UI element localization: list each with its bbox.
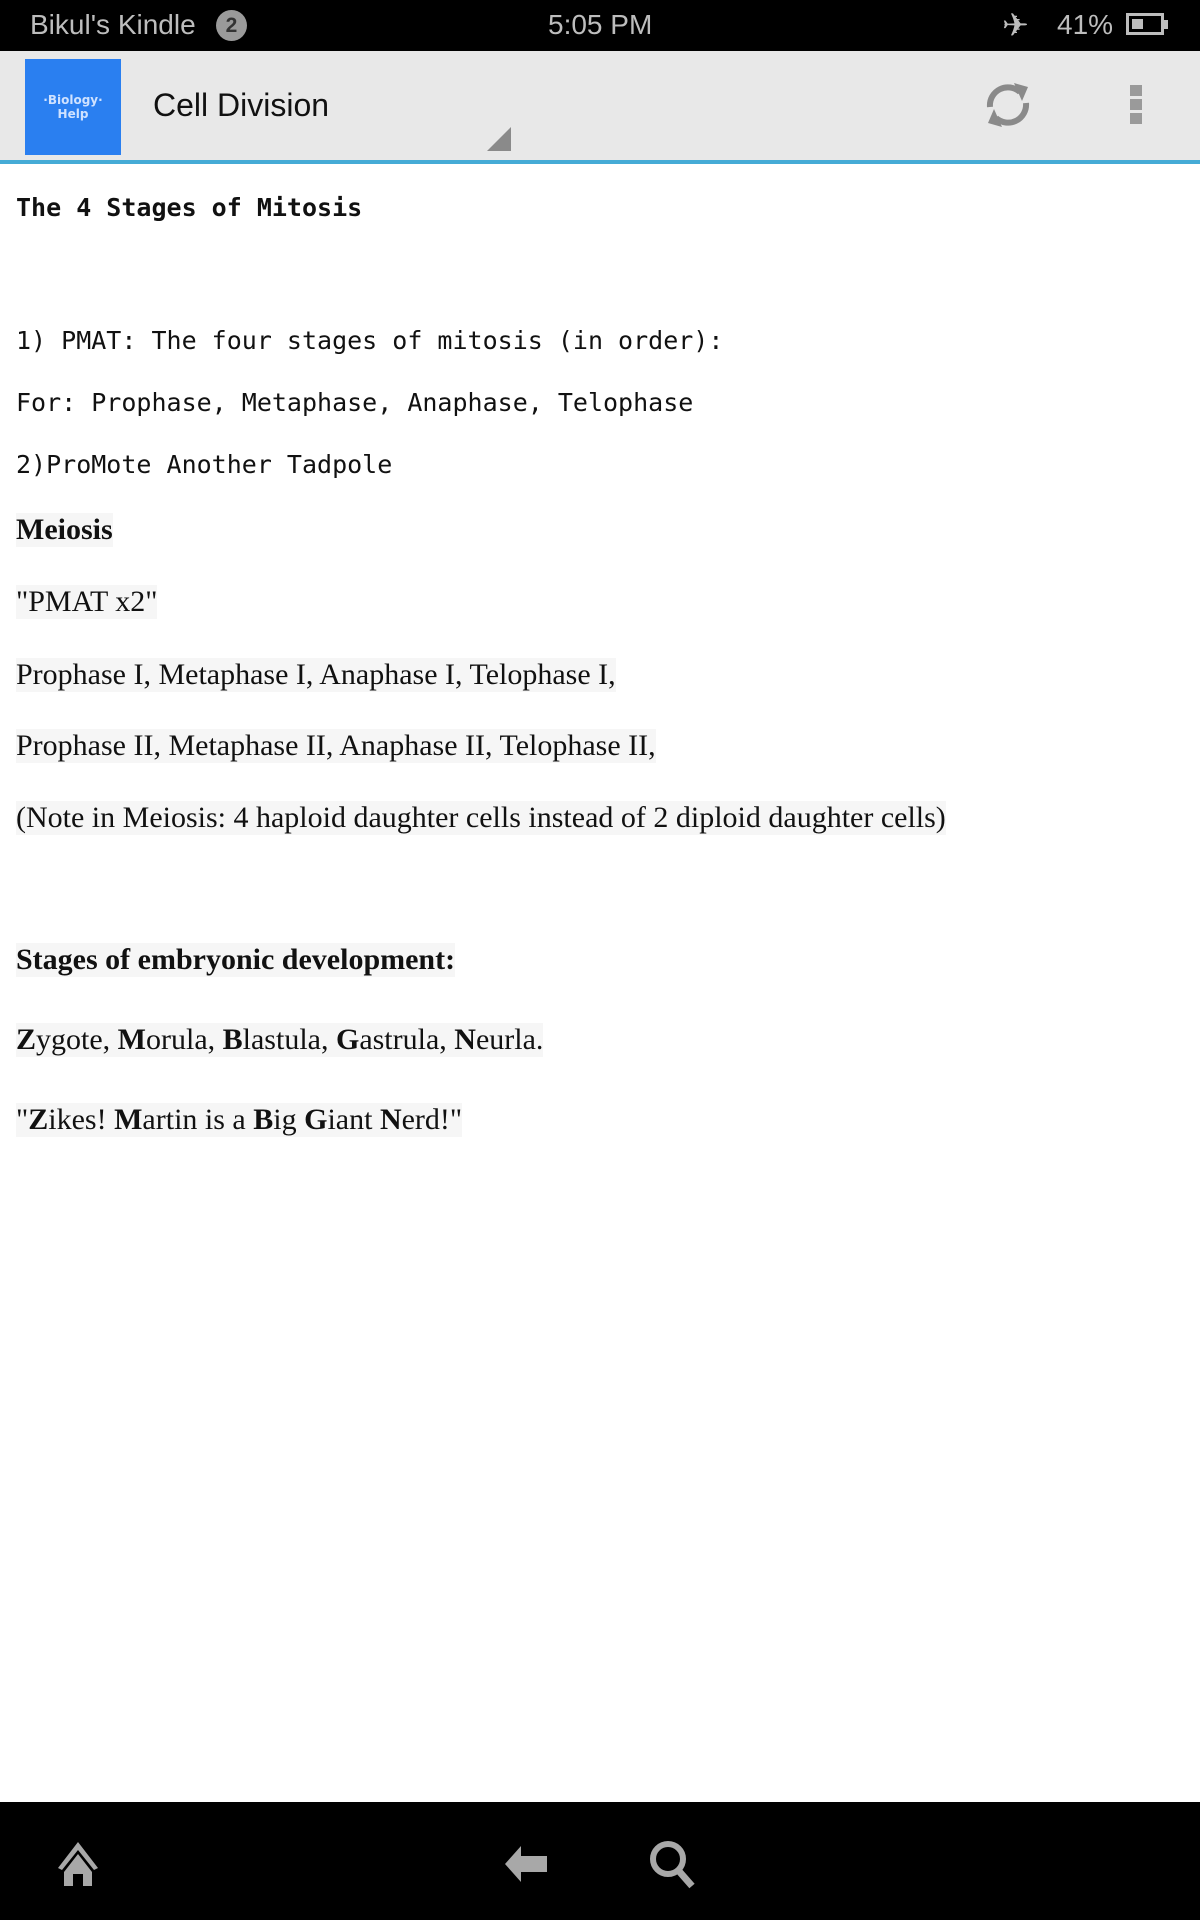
notification-badge[interactable]: 2	[216, 10, 247, 41]
text-segment: artin is a	[142, 1103, 254, 1136]
mnemonic-initial: G	[304, 1103, 328, 1136]
logo-text: Help	[57, 107, 89, 121]
mnemonic-initial: Z	[16, 1023, 37, 1056]
mnemonic-initial: M	[114, 1103, 143, 1136]
mnemonic-initial: B	[253, 1103, 274, 1136]
app-logo[interactable]	[25, 59, 121, 155]
overflow-menu-icon[interactable]	[1130, 85, 1142, 127]
back-icon[interactable]	[501, 1838, 553, 1890]
search-icon[interactable]	[646, 1838, 698, 1890]
embryo-mnemonic	[16, 1103, 462, 1137]
text-segment: ygote,	[36, 1023, 118, 1056]
mitosis-line: 1) PMAT: The four stages of mitosis (in order):	[16, 326, 724, 355]
mitosis-line: 2)ProMote Another Tadpole	[16, 450, 393, 479]
mnemonic-initial: Z	[28, 1103, 49, 1136]
mitosis-line: For: Prophase, Metaphase, Anaphase, Telophase	[16, 388, 694, 417]
embryo-stages	[16, 1023, 543, 1057]
logo-text: ·Biology·	[43, 93, 103, 107]
clock: 5:05 PM	[548, 9, 653, 40]
mnemonic-initial: B	[222, 1023, 243, 1056]
mnemonic-initial: M	[117, 1023, 146, 1056]
mitosis-heading: The 4 Stages of Mitosis	[16, 193, 363, 222]
battery-icon	[1126, 13, 1164, 35]
text-segment: eurla.	[475, 1023, 544, 1056]
battery-percent: 41%	[1057, 9, 1114, 40]
page-title-spinner[interactable]: Cell Division	[153, 87, 330, 123]
text-segment: "	[16, 1103, 29, 1136]
text-segment: ig	[273, 1103, 305, 1136]
mnemonic-initial: N	[454, 1023, 476, 1056]
app-bar	[0, 51, 1200, 164]
embryo-heading: Stages of embryonic development:	[16, 943, 456, 976]
text-segment: iant	[327, 1103, 380, 1136]
meiosis-line: Prophase II, Metaphase II, Anaphase II, Telophase II,	[16, 729, 656, 762]
text-segment: astrula,	[359, 1023, 455, 1056]
meiosis-line: Prophase I, Metaphase I, Anaphase I, Telophase I,	[16, 658, 616, 691]
meiosis-line: "PMAT x2"	[16, 585, 158, 618]
status-bar	[0, 0, 1200, 51]
mnemonic-initial: N	[379, 1103, 402, 1136]
home-icon[interactable]	[52, 1838, 104, 1890]
text-segment: lastula,	[242, 1023, 336, 1056]
spinner-dropdown-icon[interactable]	[487, 127, 511, 151]
battery-level-fill	[1132, 19, 1143, 29]
text-segment: erd!"	[401, 1103, 463, 1136]
text-segment: ikes!	[48, 1103, 115, 1136]
meiosis-note: (Note in Meiosis: 4 haploid daughter cells instead of 2 diploid daughter cells)	[16, 801, 946, 834]
airplane-icon: ✈	[1002, 7, 1029, 43]
navigation-bar	[0, 1802, 1200, 1920]
mnemonic-initial: G	[335, 1023, 360, 1056]
text-segment: orula,	[146, 1023, 223, 1056]
device-name: Bikul's Kindle	[30, 9, 196, 40]
refresh-icon[interactable]	[982, 79, 1034, 131]
meiosis-heading: Meiosis	[16, 513, 113, 546]
